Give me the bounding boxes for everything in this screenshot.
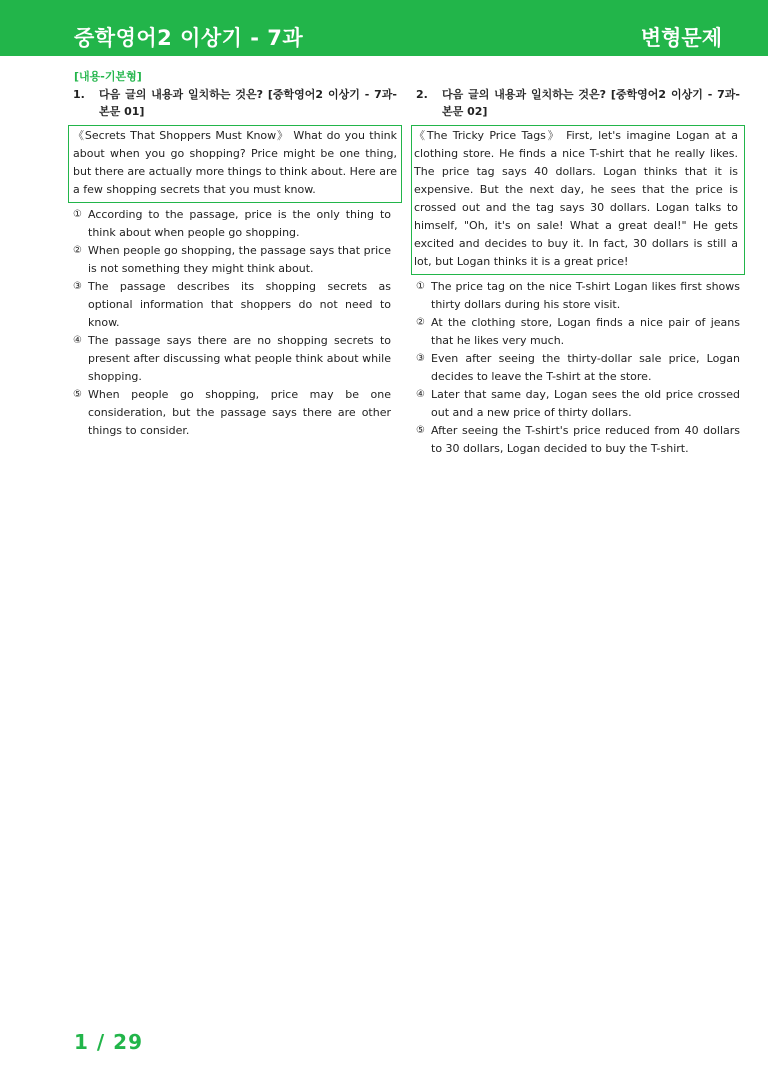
option-number: ②: [416, 317, 425, 328]
answer-option[interactable]: [73, 332, 397, 386]
document-type-label: 변형문제: [640, 26, 722, 50]
answer-option[interactable]: [416, 314, 740, 350]
option-number: ⑤: [416, 425, 425, 436]
option-text: Later that same day, Logan sees the old price crossed out and a new price of thirty dollars.: [431, 388, 740, 419]
answer-option[interactable]: [73, 206, 397, 242]
answer-option[interactable]: [73, 386, 397, 440]
answer-option[interactable]: [416, 278, 740, 314]
question-prompt: 다음 글의 내용과 일치하는 것은? [중학영어2 이상기 - 7과-본문 02]: [442, 88, 740, 118]
answer-options: [416, 278, 740, 458]
option-number: ③: [416, 353, 425, 364]
passage-box: [411, 125, 745, 275]
page-number: 1 / 29: [74, 1030, 143, 1054]
passage-box: [68, 125, 402, 203]
answer-option[interactable]: [416, 350, 740, 386]
question-number: 2.: [416, 88, 428, 101]
passage-text: 《The Tricky Price Tags》 First, let's imagine Logan at a clothing store. He finds a nice T-shirt that he really likes. The price tag says 40 dollars. Logan thinks that it is expensive. But the next day, he sees that the price is crossed out and the tag says 30 dollars. Logan talks to himself, "Oh, it's on sale! What a great deal!" He gets excited and decides to buy it. In fact, 30 dollars is still a lot, but Logan thinks it is a great price!: [414, 129, 738, 268]
option-text: When people go shopping, the passage says that price is not something they might think about.: [88, 244, 391, 275]
passage-text: 《Secrets That Shoppers Must Know》 What do you think about when you go shopping? Price might be one thing, but there are actually more things to think about. Here are a few shopping secrets that you must know.: [73, 129, 397, 196]
option-text: The passage says there are no shopping secrets to present after discussing what people think about while shopping.: [88, 334, 391, 383]
option-text: After seeing the T-shirt's price reduced from 40 dollars to 30 dollars, Logan decided to buy the T-shirt.: [431, 424, 740, 455]
question-header: [416, 86, 740, 120]
section-tag: [내용-기본형]: [74, 70, 142, 83]
option-number: ④: [416, 389, 425, 400]
option-text: At the clothing store, Logan finds a nice pair of jeans that he likes very much.: [431, 316, 740, 347]
option-text: According to the passage, price is the only thing to think about when people go shopping.: [88, 208, 391, 239]
option-number: ⑤: [73, 389, 82, 400]
option-text: The price tag on the nice T-shirt Logan likes first shows thirty dollars during his store visit.: [431, 280, 740, 311]
answer-option[interactable]: [416, 422, 740, 458]
document-title: 중학영어2 이상기 - 7과: [74, 26, 304, 50]
question-number: 1.: [73, 88, 85, 101]
option-number: ①: [416, 281, 425, 292]
answer-options: [73, 206, 397, 440]
question-2: [416, 86, 740, 458]
option-text: When people go shopping, price may be one consideration, but the passage says there are other things to consider.: [88, 388, 391, 437]
option-text: The passage describes its shopping secrets as optional information that shoppers do not need to know.: [88, 280, 391, 329]
option-number: ③: [73, 281, 82, 292]
option-number: ②: [73, 245, 82, 256]
question-1: [73, 86, 397, 440]
option-number: ④: [73, 335, 82, 346]
option-text: Even after seeing the thirty-dollar sale price, Logan decides to leave the T-shirt at the store.: [431, 352, 740, 383]
answer-option[interactable]: [73, 278, 397, 332]
page-header: [0, 0, 768, 56]
answer-option[interactable]: [416, 386, 740, 422]
answer-option[interactable]: [73, 242, 397, 278]
option-number: ①: [73, 209, 82, 220]
question-prompt: 다음 글의 내용과 일치하는 것은? [중학영어2 이상기 - 7과-본문 01]: [99, 88, 397, 118]
question-header: [73, 86, 397, 120]
